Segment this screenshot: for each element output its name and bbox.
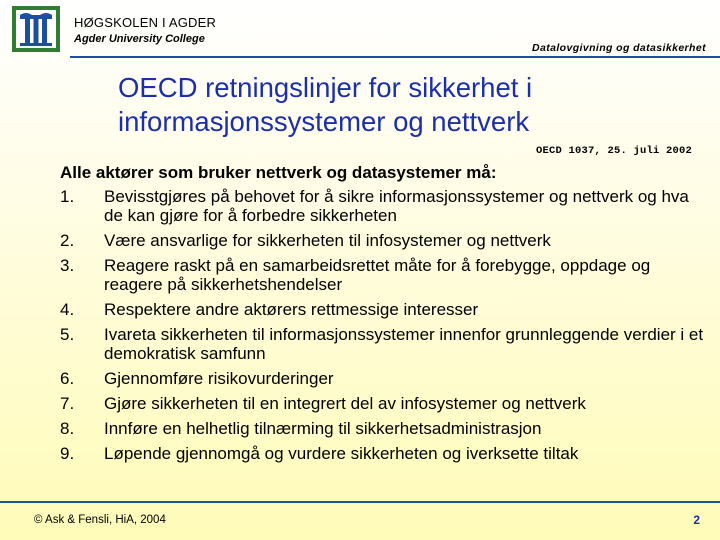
list-item xyxy=(60,444,710,463)
item-number: 4. xyxy=(60,300,75,319)
item-number: 5. xyxy=(60,325,75,344)
course-title: Datalovgivning og datasikkerhet xyxy=(531,42,706,54)
list-item xyxy=(60,325,710,363)
item-text: Bevisstgjøres på behovet for å sikre informasjonssystemer og nettverk og hva de kan gjøre for å forbedre sikkerheten xyxy=(104,187,689,225)
school-name: HØGSKOLEN I AGDER xyxy=(74,15,217,30)
item-number: 9. xyxy=(60,444,75,463)
page-number: 2 xyxy=(693,513,700,527)
item-text: Reagere raskt på en samarbeidsrettet måte for å forebygge, oppdage og reagere på sikkerhetshendelser xyxy=(104,256,651,294)
copyright-notice: © Ask & Fensli, HiA, 2004 xyxy=(34,514,166,526)
intro-text: Alle aktører som bruker nettverk og datasystemer må: xyxy=(60,163,497,182)
guideline-list xyxy=(60,187,710,469)
college-name: Agder University College xyxy=(74,33,205,45)
slide-title: OECD retningslinjer for sikkerhet i informasjonssystemer og nettverk xyxy=(118,72,533,137)
source-reference: OECD 1037, 25. juli 2002 xyxy=(535,145,692,157)
item-number: 3. xyxy=(60,256,75,275)
item-number: 2. xyxy=(60,231,75,250)
item-text: Gjøre sikkerheten til en integrert del av infosystemer og nettverk xyxy=(104,394,586,413)
pillar-logo-icon xyxy=(12,6,60,52)
list-item xyxy=(60,231,710,250)
list-item xyxy=(60,300,710,319)
list-item xyxy=(60,256,710,294)
item-number: 6. xyxy=(60,369,75,388)
list-item xyxy=(60,187,710,225)
item-text: Respektere andre aktørers rettmessige interesser xyxy=(104,300,479,319)
item-number: 8. xyxy=(60,419,75,438)
list-item xyxy=(60,369,710,388)
item-number: 1. xyxy=(60,187,75,206)
item-text: Innføre en helhetlig tilnærming til sikkerhetsadministrasjon xyxy=(104,419,542,438)
item-text: Være ansvarlige for sikkerheten til infosystemer og nettverk xyxy=(104,231,551,250)
footer-divider xyxy=(0,501,720,503)
header-divider xyxy=(70,56,720,58)
list-item xyxy=(60,419,710,438)
item-text: Ivareta sikkerheten til informasjonssystemer innenfor grunnleggende verdier i et demokratisk samfunn xyxy=(104,325,704,363)
item-number: 7. xyxy=(60,394,75,413)
list-item xyxy=(60,394,710,413)
item-text: Løpende gjennomgå og vurdere sikkerheten og iverksette tiltak xyxy=(104,444,579,463)
item-text: Gjennomføre risikovurderinger xyxy=(104,369,334,388)
